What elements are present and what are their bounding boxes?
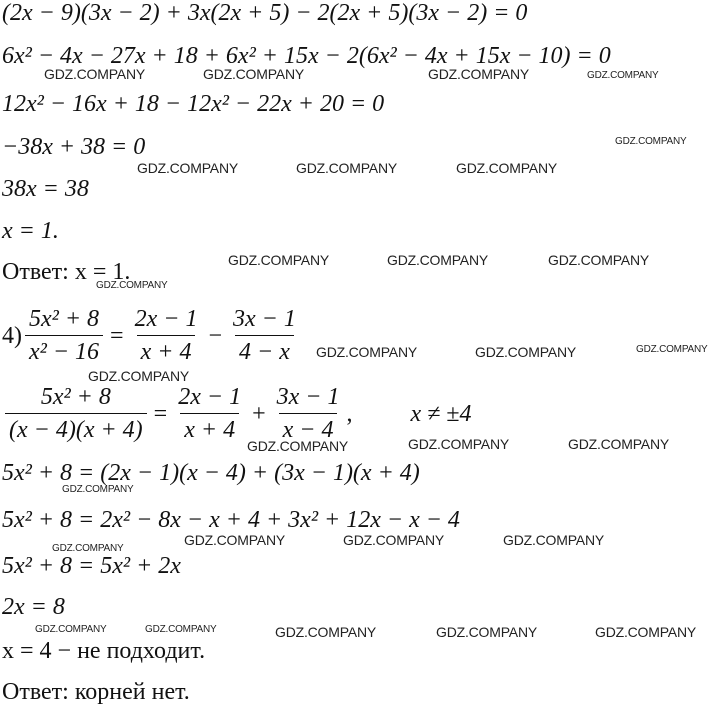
answer-line-2: Ответ: корней нет. <box>2 679 190 705</box>
watermark: GDZ.COMPANY <box>35 624 107 635</box>
equation-line-7: 5x² + 8 = (2x − 1)(x − 4) + (3x − 1)(x + 4) <box>2 460 420 486</box>
fraction-lhs <box>25 305 103 366</box>
watermark: GDZ.COMPANY <box>595 624 696 640</box>
watermark: GDZ.COMPANY <box>568 436 669 452</box>
equation-line-10: 2x = 8 <box>2 594 65 620</box>
equation-line-4: −38x + 38 = 0 <box>2 134 146 160</box>
equation-line-3: 12x² − 16x + 18 − 12x² − 22x + 20 = 0 <box>2 91 385 117</box>
watermark: GDZ.COMPANY <box>62 484 134 495</box>
conclusion-line: x = 4 − не подходит. <box>2 638 206 664</box>
fraction-numerator: 5x² + 8 <box>40 384 111 410</box>
equation-line-6: x = 1. <box>2 218 59 244</box>
watermark: GDZ.COMPANY <box>615 136 687 147</box>
fraction-denominator: x + 4 <box>137 335 196 366</box>
watermark: GDZ.COMPANY <box>503 532 604 548</box>
watermark: GDZ.COMPANY <box>145 624 217 635</box>
watermark: GDZ.COMPANY <box>137 160 238 176</box>
watermark: GDZ.COMPANY <box>408 436 509 452</box>
fraction-denominator: x² − 16 <box>25 335 103 366</box>
watermark: GDZ.COMPANY <box>428 66 529 82</box>
watermark: GDZ.COMPANY <box>636 344 708 355</box>
watermark: GDZ.COMPANY <box>96 280 168 291</box>
watermark: GDZ.COMPANY <box>203 66 304 82</box>
watermark: GDZ.COMPANY <box>88 368 189 384</box>
watermark: GDZ.COMPANY <box>436 624 537 640</box>
fraction-numerator: 2x − 1 <box>178 384 242 410</box>
watermark: GDZ.COMPANY <box>184 532 285 548</box>
watermark: GDZ.COMPANY <box>275 624 376 640</box>
fraction-denominator: x + 4 <box>180 413 239 444</box>
watermark: GDZ.COMPANY <box>228 252 329 268</box>
fraction-numerator: 3x − 1 <box>233 306 296 332</box>
fraction-denominator: (x − 4)(x + 4) <box>5 413 147 444</box>
fraction-denominator: 4 − x <box>235 335 294 366</box>
watermark: GDZ.COMPANY <box>52 543 124 554</box>
watermark: GDZ.COMPANY <box>587 70 659 81</box>
answer-line-1: Ответ: x = 1. <box>2 259 131 285</box>
fraction-r1 <box>174 383 245 444</box>
watermark: GDZ.COMPANY <box>387 252 488 268</box>
watermark: GDZ.COMPANY <box>296 160 397 176</box>
fraction-numerator: 5x² + 8 <box>29 306 100 332</box>
fraction-r1 <box>131 305 202 366</box>
equation-line-1: (2x − 9)(3x − 2) + 3x(2x + 5) − 2(2x + 5)(3x − 2) = 0 <box>2 0 528 26</box>
part-label: 4) <box>2 322 22 349</box>
watermark: GDZ.COMPANY <box>316 344 417 360</box>
fraction-r2 <box>273 383 344 444</box>
watermark: GDZ.COMPANY <box>247 438 348 454</box>
fraction-r2 <box>229 305 300 366</box>
fraction-numerator: 2x − 1 <box>134 306 198 332</box>
fraction-equation-1: 4) $\frac{\text{5x² + 8}}{\text{x² − 16}}$ = $\frac{2x - 1}{x + 4}$ − $\frac{3x - 1}{4 - x}$ <box>2 305 303 366</box>
equation-line-5: 38x = 38 <box>2 176 89 202</box>
equation-line-8: 5x² + 8 = 2x² − 8x − x + 4 + 3x² + 12x − x − 4 <box>2 507 460 533</box>
domain-condition: x ≠ ±4 <box>410 400 472 427</box>
fraction-numerator: 3x − 1 <box>276 384 340 410</box>
watermark: GDZ.COMPANY <box>475 344 576 360</box>
watermark: GDZ.COMPANY <box>44 66 145 82</box>
fraction-equation-2: $\frac{\text{5x² + 8}}{(x - 4)(x + 4)}$ = $\frac{2x - 1}{x + 4}$ + $\frac{3x - 1}{x - 4}$ , x ≠ ±4 <box>2 383 471 444</box>
equation-line-9: 5x² + 8 = 5x² + 2x <box>2 553 181 579</box>
equation-line-2: 6x² − 4x − 27x + 18 + 6x² + 15x − 2(6x² − 4x + 15x − 10) = 0 <box>2 43 611 69</box>
watermark: GDZ.COMPANY <box>548 252 649 268</box>
fraction-lhs <box>5 383 147 444</box>
watermark: GDZ.COMPANY <box>343 532 444 548</box>
watermark: GDZ.COMPANY <box>456 160 557 176</box>
fraction-denominator: x − 4 <box>279 413 338 444</box>
